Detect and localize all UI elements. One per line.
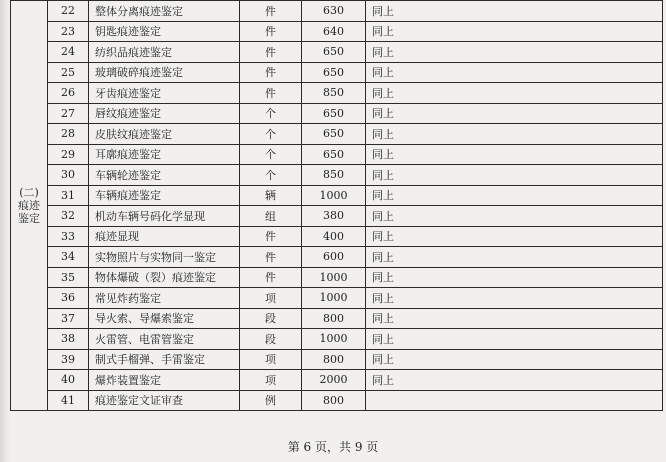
item-name-cell: 车辆痕迹鉴定 [89,185,240,206]
note-cell: 同上 [366,62,663,83]
item-name-cell: 常见炸药鉴定 [89,288,240,309]
unit-cell: 个 [240,124,302,145]
table-row [11,390,663,411]
table-row [11,370,663,391]
item-name-cell: 痕迹显现 [89,226,240,247]
item-number-cell: 25 [48,62,89,83]
item-name-cell: 唇纹痕迹鉴定 [89,103,240,124]
note-cell: 同上 [366,206,663,227]
price-cell: 600 [302,247,366,268]
note-cell: 同上 [366,349,663,370]
price-cell: 640 [302,21,366,42]
note-cell: 同上 [366,226,663,247]
table-row [11,185,663,206]
price-cell: 630 [302,1,366,22]
item-number-cell: 26 [48,83,89,104]
item-number-cell: 24 [48,42,89,63]
unit-cell: 项 [240,349,302,370]
note-cell: 同上 [366,144,663,165]
item-name-cell: 制式手榴弹、手雷鉴定 [89,349,240,370]
table-row [11,21,663,42]
fee-table [10,0,663,411]
item-number-cell: 27 [48,103,89,124]
unit-cell: 段 [240,329,302,350]
table-row [11,1,663,22]
item-number-cell: 30 [48,165,89,186]
note-cell: 同上 [366,308,663,329]
unit-cell: 组 [240,206,302,227]
item-number-cell: 23 [48,21,89,42]
table-row [11,329,663,350]
note-cell: 同上 [366,165,663,186]
table-row [11,83,663,104]
unit-cell: 段 [240,308,302,329]
item-number-cell: 29 [48,144,89,165]
item-name-cell: 车辆轮迹鉴定 [89,165,240,186]
price-cell: 650 [302,144,366,165]
unit-cell: 辆 [240,185,302,206]
note-cell: 同上 [366,329,663,350]
item-name-cell: 皮肤纹痕迹鉴定 [89,124,240,145]
unit-cell: 件 [240,247,302,268]
table-row [11,288,663,309]
item-name-cell: 实物照片与实物同一鉴定 [89,247,240,268]
item-number-cell: 38 [48,329,89,350]
note-cell: 同上 [366,42,663,63]
note-cell: 同上 [366,124,663,145]
item-number-cell: 22 [48,1,89,22]
page-footer: 第 6 页，共 9 页 [287,440,379,454]
unit-cell: 项 [240,288,302,309]
price-cell: 1000 [302,288,366,309]
item-number-cell: 33 [48,226,89,247]
table-row [11,103,663,124]
note-cell: 同上 [366,247,663,268]
price-cell: 1000 [302,329,366,350]
price-cell: 650 [302,124,366,145]
item-number-cell: 31 [48,185,89,206]
note-cell: 同上 [366,1,663,22]
item-name-cell: 痕迹鉴定文证审查 [89,390,240,411]
table-row [11,247,663,268]
table-row [11,124,663,145]
unit-cell: 件 [240,62,302,83]
note-cell: 同上 [366,83,663,104]
table-row [11,206,663,227]
item-name-cell: 纺织品痕迹鉴定 [89,42,240,63]
table-row [11,349,663,370]
item-number-cell: 37 [48,308,89,329]
fee-table-sheet [10,0,662,428]
price-cell: 2000 [302,370,366,391]
unit-cell: 件 [240,21,302,42]
table-row [11,42,663,63]
item-number-cell: 32 [48,206,89,227]
unit-cell: 件 [240,267,302,288]
unit-cell: 项 [240,370,302,391]
price-cell: 850 [302,165,366,186]
item-name-cell: 钥匙痕迹鉴定 [89,21,240,42]
price-cell: 800 [302,349,366,370]
table-row [11,62,663,83]
price-cell: 400 [302,226,366,247]
item-name-cell: 物体爆破（裂）痕迹鉴定 [89,267,240,288]
unit-cell: 个 [240,103,302,124]
price-cell: 800 [302,308,366,329]
item-number-cell: 39 [48,349,89,370]
item-number-cell: 41 [48,390,89,411]
category-cell: (二)痕迹鉴定 [11,1,48,411]
price-cell: 850 [302,83,366,104]
item-number-cell: 34 [48,247,89,268]
price-cell: 650 [302,42,366,63]
item-name-cell: 机动车辆号码化学显现 [89,206,240,227]
table-row [11,165,663,186]
item-name-cell: 整体分离痕迹鉴定 [89,1,240,22]
unit-cell: 件 [240,1,302,22]
note-cell: 同上 [366,370,663,391]
item-number-cell: 28 [48,124,89,145]
item-number-cell: 35 [48,267,89,288]
unit-cell: 个 [240,165,302,186]
table-row [11,144,663,165]
note-cell: 同上 [366,267,663,288]
unit-cell: 例 [240,390,302,411]
price-cell: 1000 [302,185,366,206]
note-cell: 同上 [366,288,663,309]
table-row [11,226,663,247]
item-name-cell: 玻璃破碎痕迹鉴定 [89,62,240,83]
item-number-cell: 36 [48,288,89,309]
note-cell: 同上 [366,21,663,42]
note-cell: 同上 [366,185,663,206]
table-row [11,308,663,329]
item-number-cell: 40 [48,370,89,391]
unit-cell: 件 [240,226,302,247]
item-name-cell: 爆炸装置鉴定 [89,370,240,391]
note-cell: 同上 [366,103,663,124]
note-cell [366,390,663,411]
item-name-cell: 耳廓痕迹鉴定 [89,144,240,165]
price-cell: 380 [302,206,366,227]
price-cell: 650 [302,62,366,83]
table-row [11,267,663,288]
scan-edge [0,0,10,462]
unit-cell: 件 [240,83,302,104]
price-cell: 1000 [302,267,366,288]
price-cell: 650 [302,103,366,124]
unit-cell: 个 [240,144,302,165]
item-name-cell: 导火索、导爆索鉴定 [89,308,240,329]
item-name-cell: 火雷管、电雷管鉴定 [89,329,240,350]
unit-cell: 件 [240,42,302,63]
item-name-cell: 牙齿痕迹鉴定 [89,83,240,104]
price-cell: 800 [302,390,366,411]
